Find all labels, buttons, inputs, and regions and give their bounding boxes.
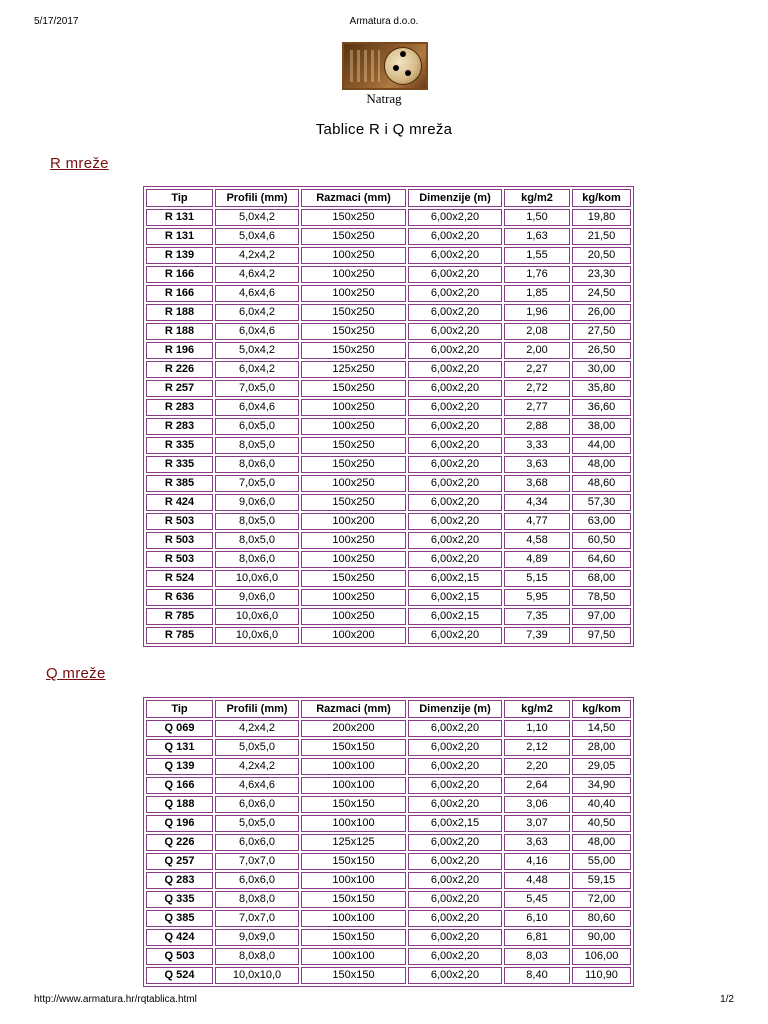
cell-kg-m2: 7,39 xyxy=(504,627,570,644)
cell-tip: R 424 xyxy=(146,494,213,511)
table-body xyxy=(146,209,631,644)
logo-dot xyxy=(405,70,411,76)
cell-kg-m2: 5,45 xyxy=(504,891,570,908)
cell-kg-kom: 14,50 xyxy=(572,720,631,737)
cell-tip: R 524 xyxy=(146,570,213,587)
cell-razmaci: 100x200 xyxy=(301,627,406,644)
col-header-razmaci: Razmaci (mm) xyxy=(301,189,406,207)
cell-kg-kom: 40,40 xyxy=(572,796,631,813)
cell-dimenzije: 6,00x2,20 xyxy=(408,551,502,568)
cell-kg-kom: 48,60 xyxy=(572,475,631,492)
table-body xyxy=(146,720,631,984)
cell-kg-kom: 97,50 xyxy=(572,627,631,644)
cell-kg-kom: 57,30 xyxy=(572,494,631,511)
cell-razmaci: 125x125 xyxy=(301,834,406,851)
cell-dimenzije: 6,00x2,20 xyxy=(408,266,502,283)
table-row xyxy=(146,929,631,946)
cell-dimenzije: 6,00x2,20 xyxy=(408,456,502,473)
cell-razmaci: 150x250 xyxy=(301,437,406,454)
cell-dimenzije: 6,00x2,20 xyxy=(408,323,502,340)
cell-kg-m2: 1,10 xyxy=(504,720,570,737)
cell-kg-m2: 1,85 xyxy=(504,285,570,302)
cell-razmaci: 100x250 xyxy=(301,475,406,492)
table-row xyxy=(146,551,631,568)
cell-razmaci: 100x100 xyxy=(301,815,406,832)
cell-tip: Q 166 xyxy=(146,777,213,794)
cell-kg-kom: 59,15 xyxy=(572,872,631,889)
table-row xyxy=(146,570,631,587)
col-header-kg-kom: kg/kom xyxy=(572,700,631,718)
cell-razmaci: 100x250 xyxy=(301,247,406,264)
table-row xyxy=(146,475,631,492)
cell-kg-kom: 110,90 xyxy=(572,967,631,984)
cell-profili: 6,0x4,2 xyxy=(215,361,299,378)
table-row xyxy=(146,532,631,549)
cell-profili: 6,0x6,0 xyxy=(215,834,299,851)
cell-tip: R 131 xyxy=(146,209,213,226)
col-header-profili: Profili (mm) xyxy=(215,189,299,207)
table-row xyxy=(146,720,631,737)
cell-profili: 8,0x6,0 xyxy=(215,551,299,568)
cell-tip: Q 131 xyxy=(146,739,213,756)
cell-kg-m2: 2,00 xyxy=(504,342,570,359)
cell-dimenzije: 6,00x2,20 xyxy=(408,304,502,321)
cell-profili: 4,6x4,6 xyxy=(215,285,299,302)
cell-kg-kom: 97,00 xyxy=(572,608,631,625)
cell-razmaci: 200x200 xyxy=(301,720,406,737)
cell-profili: 4,6x4,6 xyxy=(215,777,299,794)
table-row xyxy=(146,627,631,644)
cell-kg-kom: 38,00 xyxy=(572,418,631,435)
cell-dimenzije: 6,00x2,20 xyxy=(408,475,502,492)
cell-kg-m2: 2,27 xyxy=(504,361,570,378)
cell-razmaci: 150x250 xyxy=(301,228,406,245)
cell-tip: R 196 xyxy=(146,342,213,359)
cell-razmaci: 150x150 xyxy=(301,891,406,908)
q-mesh-table xyxy=(143,697,634,987)
cell-tip: Q 188 xyxy=(146,796,213,813)
table-header xyxy=(146,700,631,718)
cell-kg-m2: 2,64 xyxy=(504,777,570,794)
cell-kg-kom: 35,80 xyxy=(572,380,631,397)
table-row xyxy=(146,418,631,435)
cell-kg-kom: 26,00 xyxy=(572,304,631,321)
cell-profili: 4,2x4,2 xyxy=(215,720,299,737)
cell-kg-m2: 2,12 xyxy=(504,739,570,756)
cell-tip: R 335 xyxy=(146,437,213,454)
cell-tip: R 257 xyxy=(146,380,213,397)
cell-razmaci: 100x200 xyxy=(301,513,406,530)
section-title-q: Q mreže xyxy=(46,665,106,682)
cell-dimenzije: 6,00x2,20 xyxy=(408,494,502,511)
cell-tip: Q 424 xyxy=(146,929,213,946)
cell-kg-kom: 23,30 xyxy=(572,266,631,283)
cell-tip: R 139 xyxy=(146,247,213,264)
cell-profili: 9,0x6,0 xyxy=(215,494,299,511)
cell-razmaci: 150x250 xyxy=(301,342,406,359)
cell-razmaci: 100x250 xyxy=(301,399,406,416)
print-page-number: 1/2 xyxy=(720,994,734,1005)
cell-kg-m2: 2,77 xyxy=(504,399,570,416)
cell-kg-kom: 27,50 xyxy=(572,323,631,340)
cell-tip: Q 503 xyxy=(146,948,213,965)
page-title: Tablice R i Q mreža xyxy=(315,121,453,138)
cell-dimenzije: 6,00x2,20 xyxy=(408,910,502,927)
cell-tip: R 503 xyxy=(146,513,213,530)
cell-tip: R 503 xyxy=(146,532,213,549)
table-row xyxy=(146,342,631,359)
cell-tip: R 385 xyxy=(146,475,213,492)
cell-profili: 5,0x5,0 xyxy=(215,815,299,832)
cell-dimenzije: 6,00x2,20 xyxy=(408,627,502,644)
cell-dimenzije: 6,00x2,20 xyxy=(408,777,502,794)
cell-razmaci: 150x150 xyxy=(301,739,406,756)
cell-tip: R 131 xyxy=(146,228,213,245)
col-header-kg-kom: kg/kom xyxy=(572,189,631,207)
cell-razmaci: 100x100 xyxy=(301,872,406,889)
logo-dot xyxy=(393,65,399,71)
cell-tip: Q 385 xyxy=(146,910,213,927)
cell-kg-kom: 90,00 xyxy=(572,929,631,946)
table-row xyxy=(146,910,631,927)
cell-tip: Q 226 xyxy=(146,834,213,851)
cell-profili: 5,0x4,6 xyxy=(215,228,299,245)
cell-kg-m2: 4,48 xyxy=(504,872,570,889)
cell-kg-m2: 8,40 xyxy=(504,967,570,984)
table-row xyxy=(146,948,631,965)
table-row xyxy=(146,361,631,378)
cell-profili: 4,6x4,2 xyxy=(215,266,299,283)
col-header-kg-m2: kg/m2 xyxy=(504,700,570,718)
cell-tip: R 335 xyxy=(146,456,213,473)
cell-kg-m2: 3,06 xyxy=(504,796,570,813)
table-row xyxy=(146,456,631,473)
cell-dimenzije: 6,00x2,20 xyxy=(408,758,502,775)
cell-kg-kom: 21,50 xyxy=(572,228,631,245)
print-page-title: Armatura d.o.o. xyxy=(349,16,419,27)
table-row xyxy=(146,209,631,226)
table-row xyxy=(146,266,631,283)
cell-kg-m2: 2,20 xyxy=(504,758,570,775)
cell-dimenzije: 6,00x2,20 xyxy=(408,361,502,378)
section-title-r: R mreže xyxy=(50,155,109,172)
table-row xyxy=(146,437,631,454)
cell-kg-kom: 72,00 xyxy=(572,891,631,908)
cell-dimenzije: 6,00x2,20 xyxy=(408,720,502,737)
cell-kg-m2: 3,63 xyxy=(504,456,570,473)
table-row xyxy=(146,739,631,756)
cell-tip: R 785 xyxy=(146,608,213,625)
cell-kg-m2: 8,03 xyxy=(504,948,570,965)
cell-kg-m2: 3,68 xyxy=(504,475,570,492)
cell-kg-m2: 1,63 xyxy=(504,228,570,245)
cell-kg-m2: 1,50 xyxy=(504,209,570,226)
cell-dimenzije: 6,00x2,15 xyxy=(408,570,502,587)
table-row xyxy=(146,399,631,416)
cell-razmaci: 150x250 xyxy=(301,304,406,321)
table-row xyxy=(146,758,631,775)
table-row xyxy=(146,494,631,511)
table-row xyxy=(146,796,631,813)
cell-dimenzije: 6,00x2,20 xyxy=(408,399,502,416)
cell-kg-kom: 68,00 xyxy=(572,570,631,587)
cell-profili: 6,0x4,6 xyxy=(215,323,299,340)
cell-razmaci: 150x250 xyxy=(301,380,406,397)
cell-dimenzije: 6,00x2,20 xyxy=(408,247,502,264)
cell-profili: 8,0x5,0 xyxy=(215,532,299,549)
cell-tip: R 188 xyxy=(146,304,213,321)
cell-tip: Q 524 xyxy=(146,967,213,984)
table-row xyxy=(146,967,631,984)
cell-razmaci: 100x250 xyxy=(301,266,406,283)
header-row xyxy=(146,189,631,207)
cell-profili: 10,0x6,0 xyxy=(215,627,299,644)
cell-tip: Q 257 xyxy=(146,853,213,870)
cell-dimenzije: 6,00x2,20 xyxy=(408,948,502,965)
cell-kg-m2: 3,33 xyxy=(504,437,570,454)
cell-dimenzije: 6,00x2,20 xyxy=(408,418,502,435)
cell-profili: 8,0x6,0 xyxy=(215,456,299,473)
cell-dimenzije: 6,00x2,20 xyxy=(408,437,502,454)
cell-dimenzije: 6,00x2,20 xyxy=(408,891,502,908)
cell-kg-kom: 28,00 xyxy=(572,739,631,756)
cell-kg-m2: 5,95 xyxy=(504,589,570,606)
col-header-razmaci: Razmaci (mm) xyxy=(301,700,406,718)
cell-profili: 4,2x4,2 xyxy=(215,758,299,775)
cell-tip: R 283 xyxy=(146,418,213,435)
cell-kg-m2: 4,89 xyxy=(504,551,570,568)
cell-profili: 6,0x6,0 xyxy=(215,796,299,813)
cell-dimenzije: 6,00x2,20 xyxy=(408,796,502,813)
cell-tip: R 166 xyxy=(146,266,213,283)
cell-razmaci: 150x250 xyxy=(301,456,406,473)
cell-profili: 9,0x9,0 xyxy=(215,929,299,946)
table-row xyxy=(146,323,631,340)
table-row xyxy=(146,285,631,302)
cell-profili: 6,0x5,0 xyxy=(215,418,299,435)
cell-kg-kom: 20,50 xyxy=(572,247,631,264)
cell-kg-kom: 34,90 xyxy=(572,777,631,794)
cell-kg-m2: 1,76 xyxy=(504,266,570,283)
print-url: http://www.armatura.hr/rqtablica.html xyxy=(34,994,197,1005)
cell-razmaci: 100x100 xyxy=(301,910,406,927)
cell-razmaci: 150x250 xyxy=(301,570,406,587)
col-header-dimenzije: Dimenzije (m) xyxy=(408,700,502,718)
cell-kg-m2: 6,81 xyxy=(504,929,570,946)
cell-kg-m2: 2,08 xyxy=(504,323,570,340)
table-row xyxy=(146,608,631,625)
cell-profili: 5,0x4,2 xyxy=(215,209,299,226)
cell-razmaci: 150x150 xyxy=(301,929,406,946)
logo-dial xyxy=(384,47,422,85)
logo-dot xyxy=(400,51,406,57)
cell-dimenzije: 6,00x2,20 xyxy=(408,967,502,984)
cell-razmaci: 100x250 xyxy=(301,608,406,625)
cell-razmaci: 100x100 xyxy=(301,777,406,794)
cell-dimenzije: 6,00x2,15 xyxy=(408,815,502,832)
header-row xyxy=(146,700,631,718)
table-row xyxy=(146,513,631,530)
cell-dimenzije: 6,00x2,20 xyxy=(408,872,502,889)
cell-kg-kom: 24,50 xyxy=(572,285,631,302)
cell-dimenzije: 6,00x2,20 xyxy=(408,285,502,302)
cell-kg-m2: 2,72 xyxy=(504,380,570,397)
cell-profili: 10,0x10,0 xyxy=(215,967,299,984)
col-header-tip: Tip xyxy=(146,700,213,718)
cell-razmaci: 100x100 xyxy=(301,948,406,965)
cell-kg-kom: 78,50 xyxy=(572,589,631,606)
r-mesh-table xyxy=(143,186,634,647)
cell-kg-kom: 55,00 xyxy=(572,853,631,870)
table-header xyxy=(146,189,631,207)
table-row xyxy=(146,891,631,908)
col-header-kg-m2: kg/m2 xyxy=(504,189,570,207)
cell-profili: 6,0x6,0 xyxy=(215,872,299,889)
cell-kg-m2: 5,15 xyxy=(504,570,570,587)
cell-kg-kom: 29,05 xyxy=(572,758,631,775)
cell-kg-kom: 44,00 xyxy=(572,437,631,454)
table-row xyxy=(146,777,631,794)
table-row xyxy=(146,247,631,264)
cell-kg-kom: 48,00 xyxy=(572,456,631,473)
table-row xyxy=(146,834,631,851)
logo-stripes xyxy=(350,50,380,82)
cell-tip: Q 335 xyxy=(146,891,213,908)
cell-kg-kom: 48,00 xyxy=(572,834,631,851)
cell-dimenzije: 6,00x2,20 xyxy=(408,532,502,549)
cell-dimenzije: 6,00x2,20 xyxy=(408,739,502,756)
cell-dimenzije: 6,00x2,20 xyxy=(408,853,502,870)
cell-profili: 7,0x5,0 xyxy=(215,475,299,492)
cell-razmaci: 100x250 xyxy=(301,589,406,606)
cell-tip: Q 139 xyxy=(146,758,213,775)
cell-dimenzije: 6,00x2,15 xyxy=(408,589,502,606)
cell-kg-m2: 7,35 xyxy=(504,608,570,625)
cell-tip: R 503 xyxy=(146,551,213,568)
cell-profili: 6,0x4,6 xyxy=(215,399,299,416)
table-row xyxy=(146,228,631,245)
cell-profili: 5,0x4,2 xyxy=(215,342,299,359)
cell-profili: 9,0x6,0 xyxy=(215,589,299,606)
cell-kg-kom: 36,60 xyxy=(572,399,631,416)
cell-dimenzije: 6,00x2,20 xyxy=(408,228,502,245)
cell-profili: 10,0x6,0 xyxy=(215,570,299,587)
cell-razmaci: 150x150 xyxy=(301,796,406,813)
cell-profili: 8,0x5,0 xyxy=(215,513,299,530)
cell-razmaci: 100x250 xyxy=(301,418,406,435)
cell-kg-m2: 3,07 xyxy=(504,815,570,832)
cell-kg-kom: 80,60 xyxy=(572,910,631,927)
cell-kg-kom: 40,50 xyxy=(572,815,631,832)
col-header-dimenzije: Dimenzije (m) xyxy=(408,189,502,207)
cell-dimenzije: 6,00x2,20 xyxy=(408,513,502,530)
cell-tip: Q 196 xyxy=(146,815,213,832)
cell-kg-m2: 4,16 xyxy=(504,853,570,870)
cell-tip: R 785 xyxy=(146,627,213,644)
cell-kg-m2: 3,63 xyxy=(504,834,570,851)
cell-profili: 10,0x6,0 xyxy=(215,608,299,625)
cell-razmaci: 150x150 xyxy=(301,967,406,984)
table-row xyxy=(146,589,631,606)
cell-razmaci: 150x150 xyxy=(301,853,406,870)
cell-tip: R 166 xyxy=(146,285,213,302)
cell-kg-m2: 2,88 xyxy=(504,418,570,435)
cell-tip: R 636 xyxy=(146,589,213,606)
back-link[interactable]: Natrag xyxy=(366,91,402,106)
cell-kg-kom: 26,50 xyxy=(572,342,631,359)
col-header-tip: Tip xyxy=(146,189,213,207)
armatura-logo-icon[interactable] xyxy=(342,42,428,90)
cell-profili: 7,0x7,0 xyxy=(215,853,299,870)
cell-dimenzije: 6,00x2,15 xyxy=(408,608,502,625)
table-row xyxy=(146,380,631,397)
cell-dimenzije: 6,00x2,20 xyxy=(408,834,502,851)
cell-razmaci: 100x250 xyxy=(301,285,406,302)
cell-profili: 8,0x8,0 xyxy=(215,948,299,965)
cell-razmaci: 150x250 xyxy=(301,323,406,340)
print-date: 5/17/2017 xyxy=(34,16,79,27)
cell-razmaci: 150x250 xyxy=(301,209,406,226)
cell-tip: Q 069 xyxy=(146,720,213,737)
cell-kg-m2: 4,77 xyxy=(504,513,570,530)
cell-razmaci: 100x100 xyxy=(301,758,406,775)
table-row xyxy=(146,872,631,889)
cell-kg-kom: 60,50 xyxy=(572,532,631,549)
cell-razmaci: 100x250 xyxy=(301,532,406,549)
cell-tip: R 283 xyxy=(146,399,213,416)
cell-profili: 7,0x5,0 xyxy=(215,380,299,397)
cell-kg-m2: 1,96 xyxy=(504,304,570,321)
cell-kg-kom: 19,80 xyxy=(572,209,631,226)
cell-kg-m2: 4,34 xyxy=(504,494,570,511)
cell-kg-m2: 4,58 xyxy=(504,532,570,549)
cell-tip: R 226 xyxy=(146,361,213,378)
col-header-profili: Profili (mm) xyxy=(215,700,299,718)
cell-tip: R 188 xyxy=(146,323,213,340)
cell-dimenzije: 6,00x2,20 xyxy=(408,209,502,226)
cell-kg-kom: 30,00 xyxy=(572,361,631,378)
cell-dimenzije: 6,00x2,20 xyxy=(408,342,502,359)
cell-profili: 6,0x4,2 xyxy=(215,304,299,321)
cell-kg-m2: 6,10 xyxy=(504,910,570,927)
cell-kg-m2: 1,55 xyxy=(504,247,570,264)
table-row xyxy=(146,815,631,832)
cell-razmaci: 100x250 xyxy=(301,551,406,568)
cell-dimenzije: 6,00x2,20 xyxy=(408,929,502,946)
cell-profili: 8,0x8,0 xyxy=(215,891,299,908)
cell-profili: 5,0x5,0 xyxy=(215,739,299,756)
cell-kg-kom: 63,00 xyxy=(572,513,631,530)
cell-profili: 7,0x7,0 xyxy=(215,910,299,927)
cell-razmaci: 125x250 xyxy=(301,361,406,378)
cell-profili: 4,2x4,2 xyxy=(215,247,299,264)
cell-kg-kom: 106,00 xyxy=(572,948,631,965)
cell-kg-kom: 64,60 xyxy=(572,551,631,568)
cell-razmaci: 150x250 xyxy=(301,494,406,511)
table-row xyxy=(146,304,631,321)
table-row xyxy=(146,853,631,870)
cell-profili: 8,0x5,0 xyxy=(215,437,299,454)
cell-tip: Q 283 xyxy=(146,872,213,889)
cell-dimenzije: 6,00x2,20 xyxy=(408,380,502,397)
